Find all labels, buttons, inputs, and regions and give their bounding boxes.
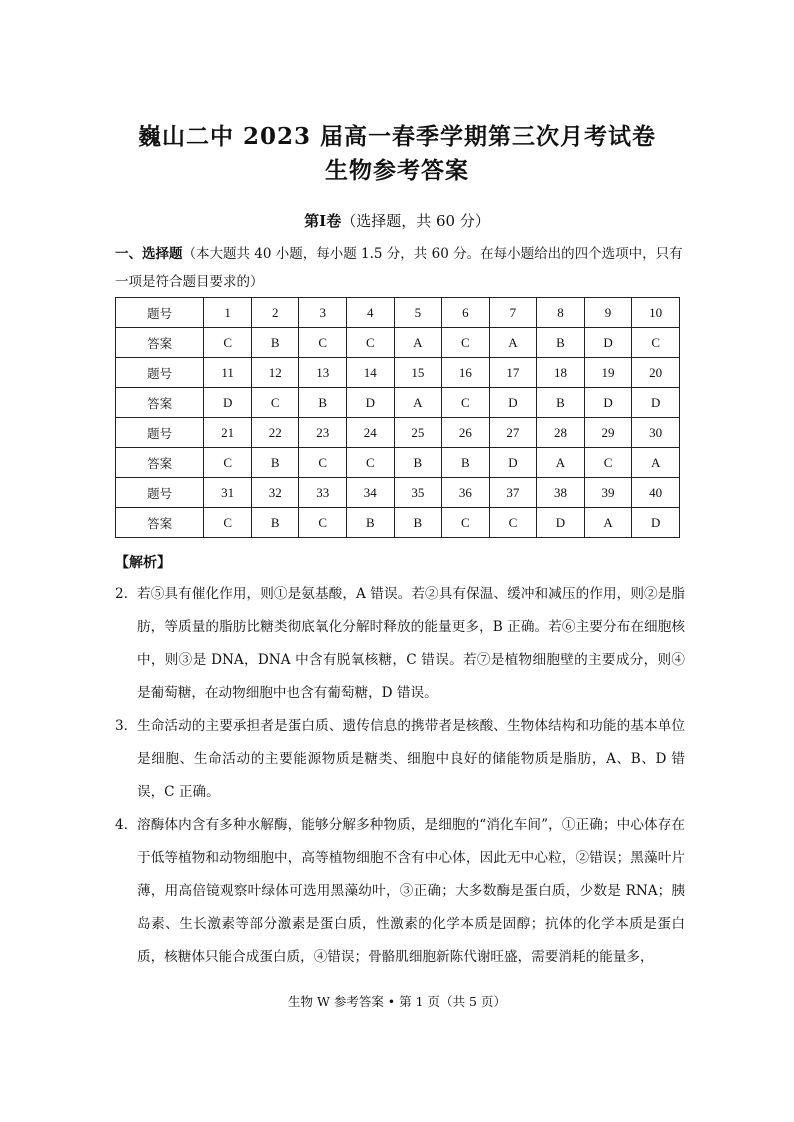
answer-cell: C: [632, 328, 680, 358]
answer-row: [116, 448, 680, 478]
analysis-item: [115, 710, 685, 809]
answer-cell: A: [537, 448, 585, 478]
answer-cell: C: [584, 448, 632, 478]
answer-cell: D: [584, 328, 632, 358]
answer-cell: D: [537, 508, 585, 538]
answer-cell: A: [632, 448, 680, 478]
answer-cell: D: [347, 388, 395, 418]
row-label-cell: 题号: [116, 298, 204, 328]
analysis-heading: 【解析】: [115, 555, 171, 571]
analysis-item-text: 溶酶体内含有多种水解酶，能够分解多种物质，是细胞的“消化车间”，①正确；中心体存在于低等植物和动物细胞中，高等植物细胞不含有中心体，因此无中心粒，②错误；黑藻叶片薄，用高倍镜观察叶绿体可选用黑藻幼叶，③正确；大多数酶是蛋白质，少数是 RNA；胰岛素、生长激素等部分激素是蛋白质，性激素的化学本质是固醇；抗体的化学本质是蛋白质，核糖体只能合成蛋白质，④错误；骨骼肌细胞新陈代谢旺盛，需要消耗的能量多，: [137, 817, 685, 965]
question-number-cell: 35: [394, 478, 442, 508]
answer-cell: D: [489, 388, 537, 418]
question-number-cell: 38: [537, 478, 585, 508]
answer-cell: D: [584, 388, 632, 418]
answer-cell: B: [537, 328, 585, 358]
answer-cell: D: [489, 448, 537, 478]
question-number-cell: 4: [347, 298, 395, 328]
analysis-item: [115, 809, 685, 974]
analysis-item-number: 2．: [115, 586, 138, 602]
answer-cell: D: [204, 388, 252, 418]
answer-cell: D: [632, 508, 680, 538]
section-description: （选择题，共 60 分）: [341, 212, 490, 230]
row-label-cell: 答案: [116, 508, 204, 538]
question-number-cell: 36: [442, 478, 490, 508]
question-number-cell: 40: [632, 478, 680, 508]
question-number-cell: 11: [204, 358, 252, 388]
row-label-cell: 答案: [116, 448, 204, 478]
answer-cell: B: [537, 388, 585, 418]
row-label-cell: 答案: [116, 328, 204, 358]
question-number-cell: 21: [204, 418, 252, 448]
answer-row: [116, 328, 680, 358]
question-number-cell: 18: [537, 358, 585, 388]
answer-cell: C: [299, 328, 347, 358]
answer-row: [116, 388, 680, 418]
question-number-cell: 25: [394, 418, 442, 448]
answer-cell: C: [347, 448, 395, 478]
analysis-item-number: 3．: [115, 718, 138, 734]
answer-cell: A: [394, 328, 442, 358]
answer-cell: C: [442, 328, 490, 358]
answer-cell: B: [442, 448, 490, 478]
analysis-item: [115, 578, 685, 710]
answer-cell: B: [299, 388, 347, 418]
question-number-cell: 15: [394, 358, 442, 388]
answer-cell: B: [251, 328, 299, 358]
question-number-cell: 10: [632, 298, 680, 328]
question-number-cell: 14: [347, 358, 395, 388]
analysis-item-text: 生命活动的主要承担者是蛋白质、遗传信息的携带者是核酸、生物体结构和功能的基本单位是细胞、生命活动的主要能源物质是糖类、细胞中良好的储能物质是脂肪，A、B、D 错误，C 正确。: [137, 718, 685, 800]
answer-cell: B: [394, 448, 442, 478]
exam-title: 巍山二中 2023 届高一春季学期第三次月考试卷: [137, 123, 657, 150]
question-number-cell: 34: [347, 478, 395, 508]
answer-cell: C: [251, 388, 299, 418]
question-number-cell: 23: [299, 418, 347, 448]
question-number-cell: 30: [632, 418, 680, 448]
question-number-cell: 16: [442, 358, 490, 388]
question-number-cell: 32: [251, 478, 299, 508]
question-number-cell: 8: [537, 298, 585, 328]
answer-cell: B: [347, 508, 395, 538]
page-footer: 生物 W 参考答案 • 第 1 页（共 5 页）: [288, 994, 506, 1009]
question-number-cell: 3: [299, 298, 347, 328]
question-number-cell: 39: [584, 478, 632, 508]
question-number-row: [116, 478, 680, 508]
question-number-row: [116, 358, 680, 388]
question-number-cell: 28: [537, 418, 585, 448]
question-number-cell: 33: [299, 478, 347, 508]
instructions-text: （本大题共 40 小题，每小题 1.5 分，共 60 分。在每小题给出的四个选项中，只有一项是符合题目要求的）: [115, 246, 683, 290]
answer-cell: C: [442, 388, 490, 418]
answer-row: [116, 508, 680, 538]
question-number-cell: 13: [299, 358, 347, 388]
question-number-cell: 19: [584, 358, 632, 388]
answer-cell: C: [299, 448, 347, 478]
question-number-cell: 2: [251, 298, 299, 328]
answer-cell: C: [204, 448, 252, 478]
answer-cell: A: [394, 388, 442, 418]
question-number-cell: 12: [251, 358, 299, 388]
question-number-cell: 7: [489, 298, 537, 328]
question-number-cell: 27: [489, 418, 537, 448]
question-number-row: [116, 418, 680, 448]
question-instructions: [115, 240, 685, 296]
answer-cell: C: [204, 328, 252, 358]
question-number-cell: 9: [584, 298, 632, 328]
question-number-cell: 37: [489, 478, 537, 508]
answer-cell: A: [584, 508, 632, 538]
question-number-cell: 20: [632, 358, 680, 388]
question-number-cell: 5: [394, 298, 442, 328]
question-number-cell: 22: [251, 418, 299, 448]
question-number-cell: 31: [204, 478, 252, 508]
question-number-cell: 29: [584, 418, 632, 448]
answer-cell: C: [489, 508, 537, 538]
question-number-cell: 1: [204, 298, 252, 328]
answer-cell: C: [204, 508, 252, 538]
row-label-cell: 题号: [116, 478, 204, 508]
analysis-item-number: 4．: [115, 817, 138, 833]
row-label-cell: 题号: [116, 358, 204, 388]
section-bold-label: 第Ⅰ卷: [304, 212, 342, 230]
question-number-cell: 17: [489, 358, 537, 388]
question-number-cell: 6: [442, 298, 490, 328]
row-label-cell: 答案: [116, 388, 204, 418]
question-number-cell: 24: [347, 418, 395, 448]
answer-cell: C: [299, 508, 347, 538]
answer-cell: C: [442, 508, 490, 538]
answer-table: [115, 297, 680, 538]
question-number-cell: 26: [442, 418, 490, 448]
answer-cell: C: [347, 328, 395, 358]
answer-cell: B: [251, 448, 299, 478]
section-heading: [0, 210, 794, 231]
exam-subtitle: 生物参考答案: [325, 157, 469, 184]
answer-cell: B: [251, 508, 299, 538]
instructions-label: 一、选择题: [115, 246, 183, 262]
row-label-cell: 题号: [116, 418, 204, 448]
analysis-item-text: 若⑤具有催化作用，则①是氨基酸，A 错误。若②具有保温、缓冲和减压的作用，则②是脂肪，等质量的脂肪比糖类彻底氧化分解时释放的能量更多，B 正确。若⑥主要分布在细胞核中，则③是 DNA，DNA 中含有脱氧核糖，C 错误。若⑦是植物细胞壁的主要成分，则④是葡萄糖，在动物细胞中也含有葡萄糖，D 错误。: [137, 586, 685, 701]
answer-cell: B: [394, 508, 442, 538]
answer-cell: A: [489, 328, 537, 358]
question-number-row: [116, 298, 680, 328]
answer-cell: D: [632, 388, 680, 418]
